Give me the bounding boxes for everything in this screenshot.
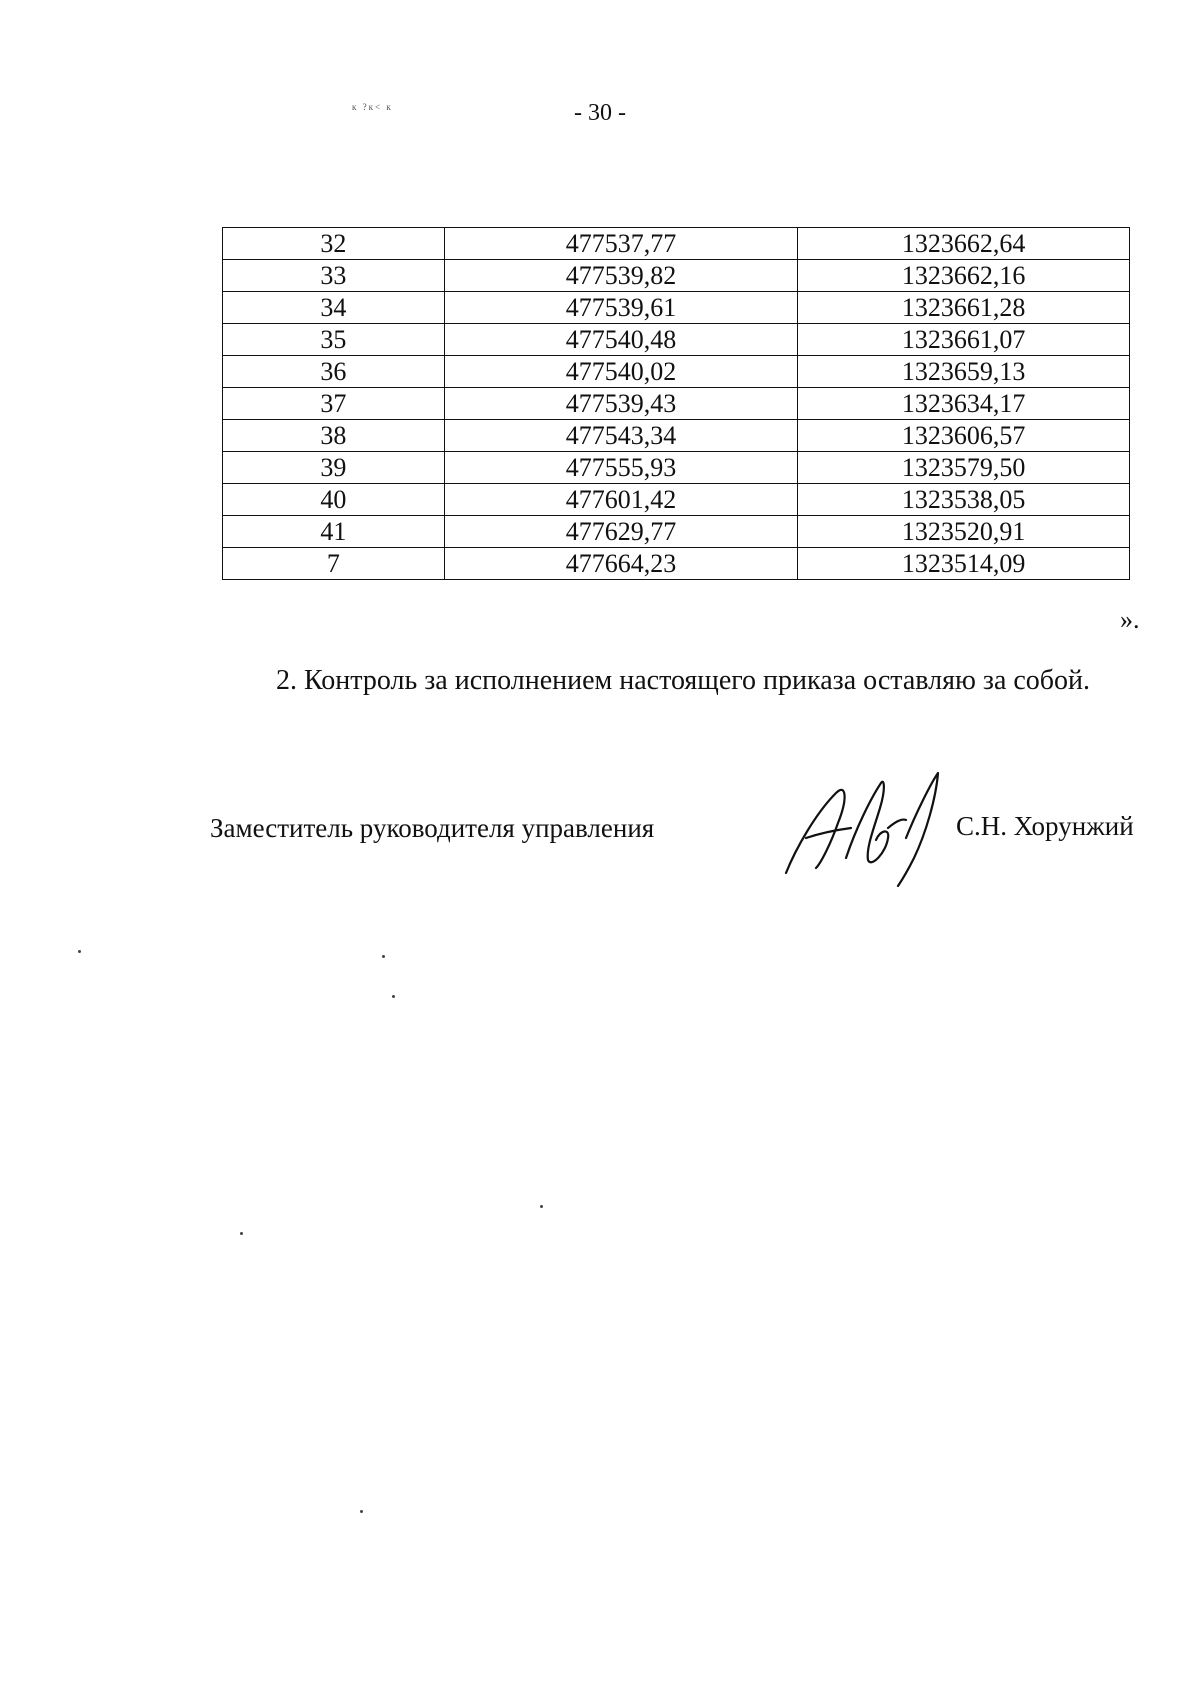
point-number-cell: 39 xyxy=(223,452,445,484)
point-number-cell: 32 xyxy=(223,228,445,260)
x-coordinate-cell: 477540,48 xyxy=(444,324,797,356)
signature-image xyxy=(776,768,946,888)
scan-speck xyxy=(382,955,385,958)
x-coordinate-cell: 477543,34 xyxy=(444,420,797,452)
y-coordinate-cell: 1323662,16 xyxy=(798,260,1130,292)
table-row xyxy=(223,228,1130,260)
point-number-cell: 36 xyxy=(223,356,445,388)
x-coordinate-cell: 477601,42 xyxy=(444,484,797,516)
signer-name: С.Н. Хорунжий xyxy=(956,811,1134,841)
point-number-cell: 40 xyxy=(223,484,445,516)
y-coordinate-cell: 1323538,05 xyxy=(798,484,1130,516)
point-number-cell: 41 xyxy=(223,516,445,548)
y-coordinate-cell: 1323520,91 xyxy=(798,516,1130,548)
table-row xyxy=(223,292,1130,324)
table-row xyxy=(223,324,1130,356)
table-row xyxy=(223,356,1130,388)
scan-speck xyxy=(540,1205,543,1208)
closing-quote: ». xyxy=(1120,605,1140,634)
table-row xyxy=(223,260,1130,292)
point-number-cell: 37 xyxy=(223,388,445,420)
y-coordinate-cell: 1323606,57 xyxy=(798,420,1130,452)
point-number-cell: 34 xyxy=(223,292,445,324)
x-coordinate-cell: 477537,77 xyxy=(444,228,797,260)
point-number-cell: 33 xyxy=(223,260,445,292)
y-coordinate-cell: 1323634,17 xyxy=(798,388,1130,420)
control-paragraph: 2. Контроль за исполнением настоящего приказа оставляю за собой. xyxy=(276,665,1091,696)
x-coordinate-cell: 477539,82 xyxy=(444,260,797,292)
x-coordinate-cell: 477664,23 xyxy=(444,548,797,580)
y-coordinate-cell: 1323662,64 xyxy=(798,228,1130,260)
scan-speck xyxy=(78,950,81,953)
scan-speck xyxy=(392,995,395,998)
y-coordinate-cell: 1323659,13 xyxy=(798,356,1130,388)
point-number-cell: 7 xyxy=(223,548,445,580)
table-row xyxy=(223,452,1130,484)
point-number-cell: 38 xyxy=(223,420,445,452)
x-coordinate-cell: 477555,93 xyxy=(444,452,797,484)
y-coordinate-cell: 1323661,28 xyxy=(798,292,1130,324)
page-number: - 30 - xyxy=(574,100,626,126)
coordinates-table-body xyxy=(223,228,1130,580)
scan-speck xyxy=(360,1510,363,1513)
table-row xyxy=(223,548,1130,580)
table-row xyxy=(223,388,1130,420)
point-number-cell: 35 xyxy=(223,324,445,356)
x-coordinate-cell: 477539,43 xyxy=(444,388,797,420)
x-coordinate-cell: 477539,61 xyxy=(444,292,797,324)
scan-marks: к ?к< к xyxy=(352,102,393,112)
x-coordinate-cell: 477540,02 xyxy=(444,356,797,388)
y-coordinate-cell: 1323661,07 xyxy=(798,324,1130,356)
table-row xyxy=(223,420,1130,452)
y-coordinate-cell: 1323579,50 xyxy=(798,452,1130,484)
coordinates-table xyxy=(222,227,1130,580)
table-row xyxy=(223,516,1130,548)
scan-speck xyxy=(240,1232,243,1235)
signer-title: Заместитель руководителя управления xyxy=(210,813,655,843)
table-row xyxy=(223,484,1130,516)
x-coordinate-cell: 477629,77 xyxy=(444,516,797,548)
y-coordinate-cell: 1323514,09 xyxy=(798,548,1130,580)
